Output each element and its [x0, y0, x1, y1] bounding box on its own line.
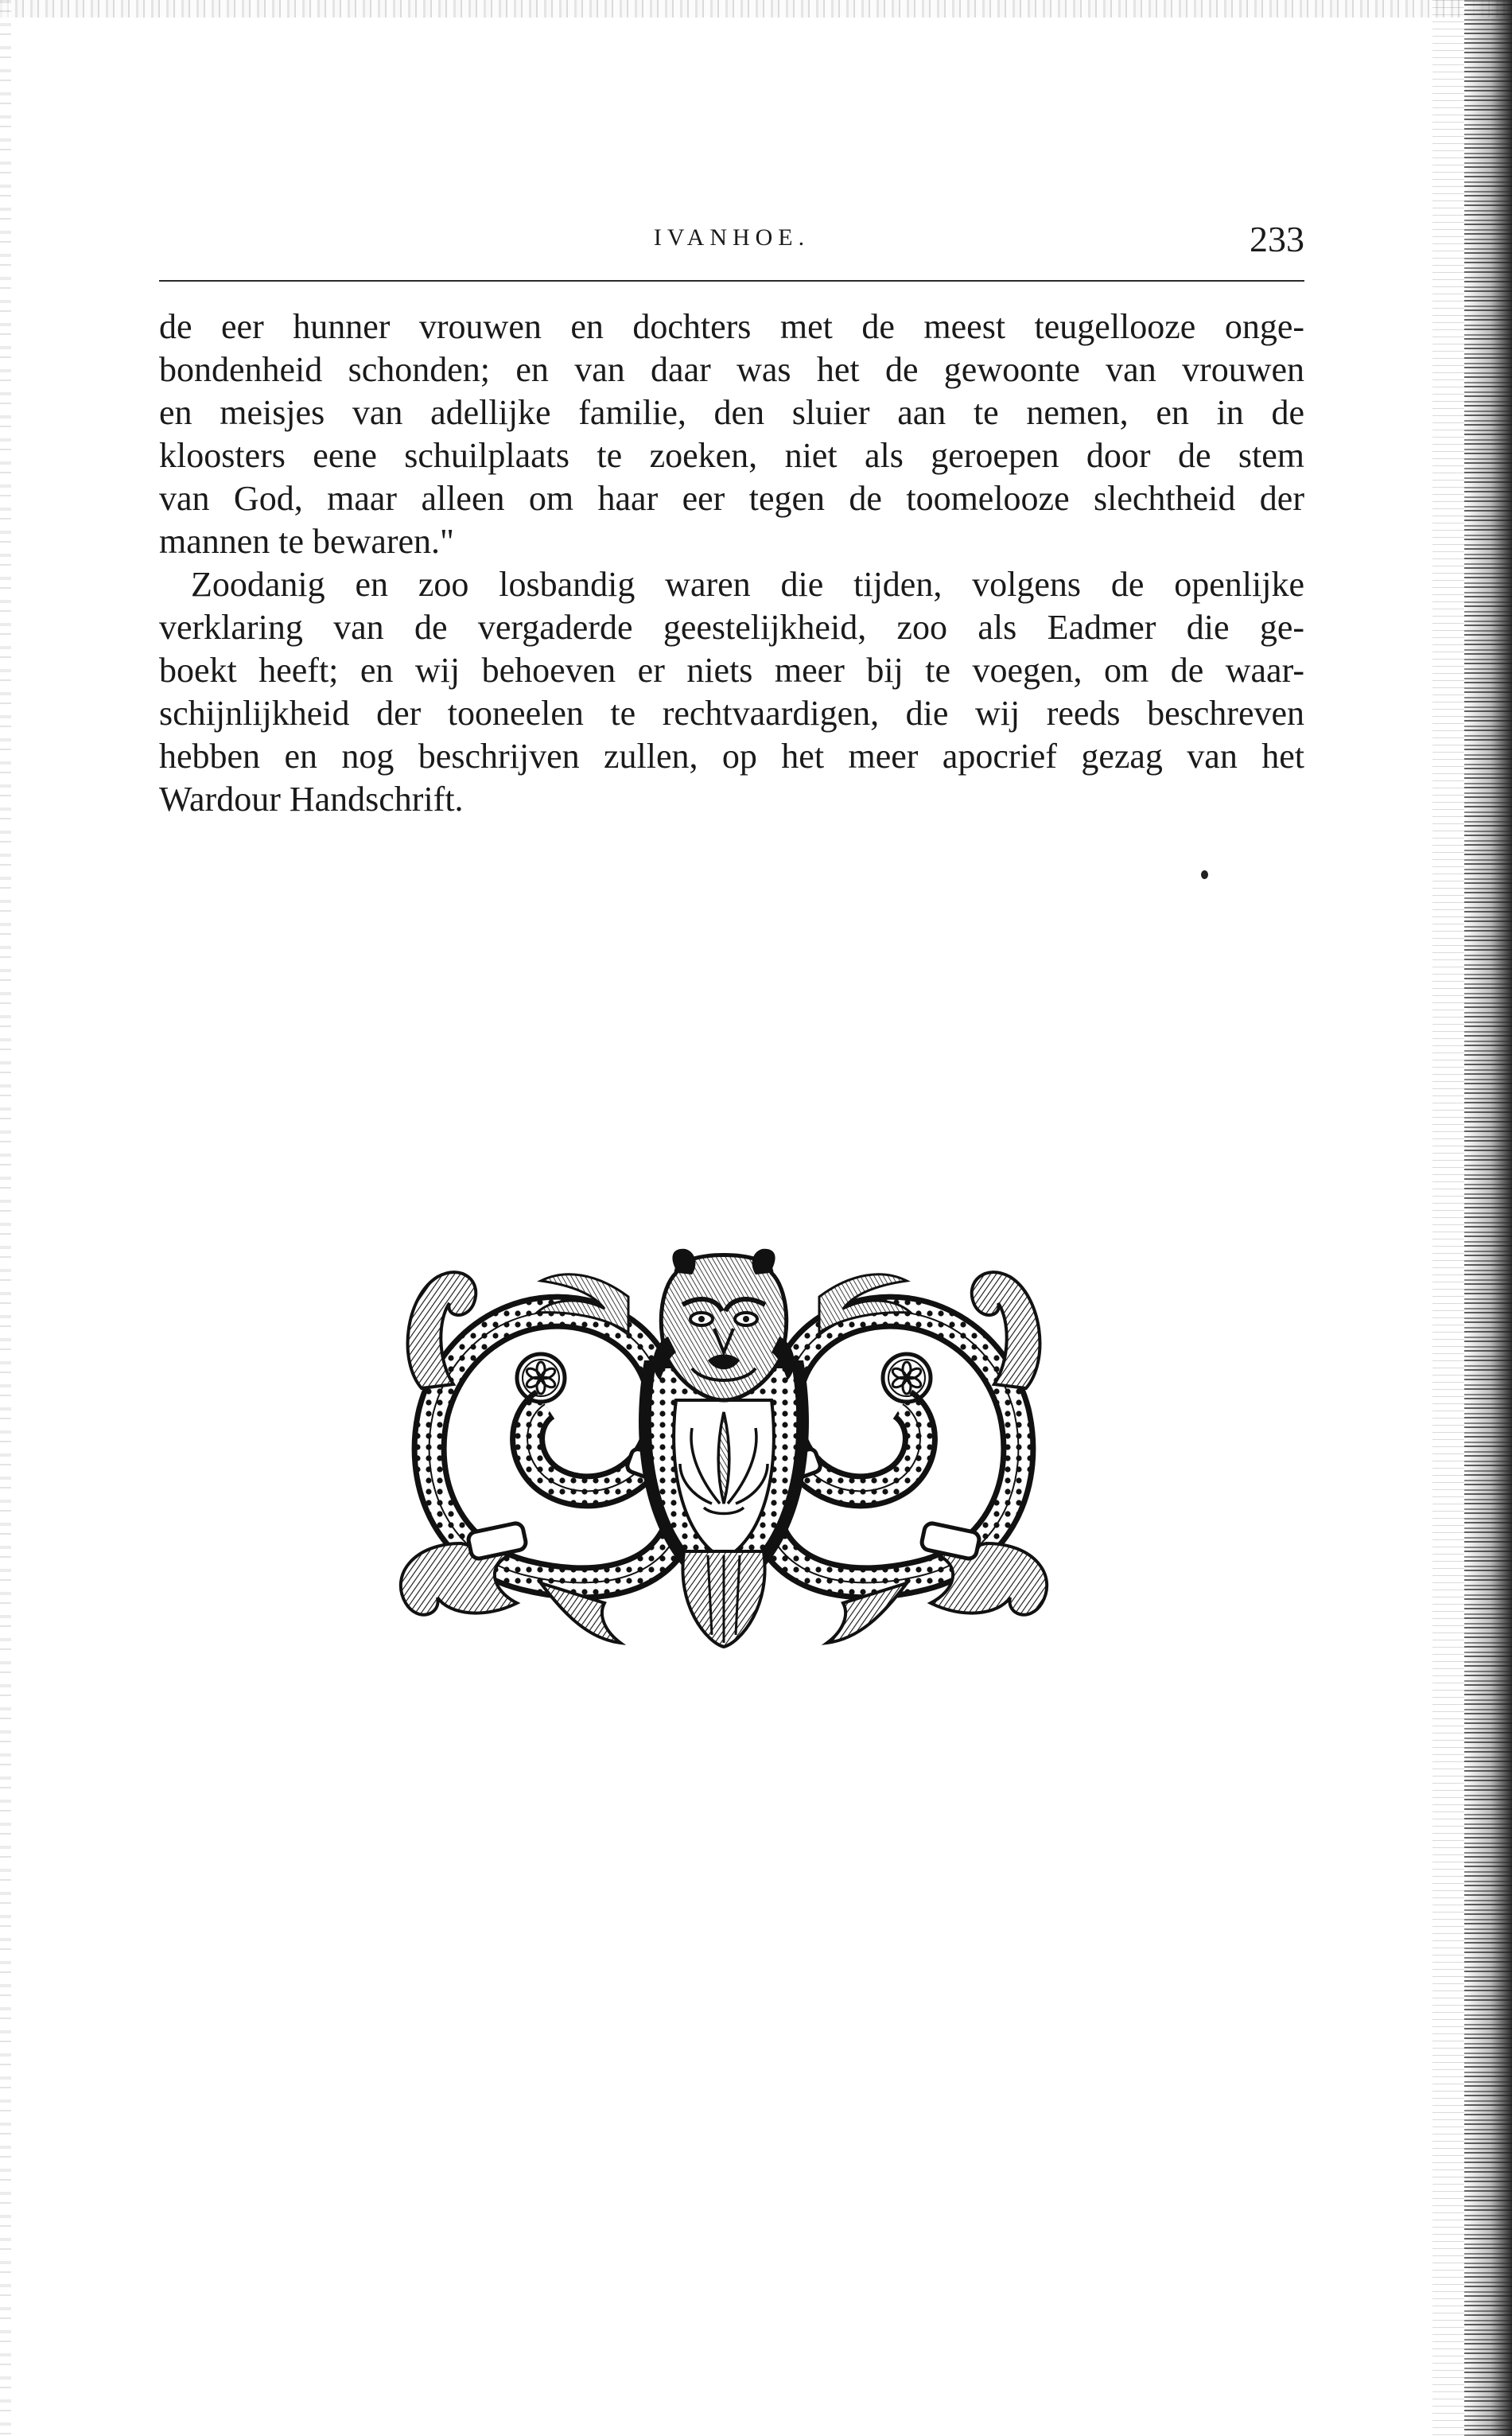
- text-line: hebben en nog beschrijven zullen, op het meer apocrief gezag van het: [159, 737, 1304, 776]
- text-line: schijnlijkheid der tooneelen te rechtvaardigen, die wij reeds beschreven: [159, 694, 1304, 733]
- body-text: [159, 305, 1304, 821]
- text-line: de eer hunner vrouwen en dochters met de meest teugellooze onge-: [159, 307, 1304, 346]
- running-head: [159, 219, 1304, 272]
- lion-mask-scroll-ornament-icon: [390, 1241, 1058, 1655]
- scan-edge-top: [0, 0, 1512, 18]
- paragraph-2: [159, 563, 1304, 821]
- paragraph-1: [159, 305, 1304, 563]
- text-line: bondenheid schonden; en van daar was het de gewoonte van vrouwen: [159, 350, 1304, 389]
- ink-speck: [1201, 870, 1208, 879]
- page-number: 233: [1250, 219, 1304, 259]
- text-line: en meisjes van adellijke familie, den sluier aan te nemen, en in de: [159, 393, 1304, 432]
- text-line: Wardour Handschrift.: [159, 780, 464, 819]
- text-line: kloosters eene schuilplaats te zoeken, niet als geroepen door de stem: [159, 436, 1304, 475]
- text-line: boekt heeft; en wij behoeven er niets meer bij te voegen, om de waar-: [159, 651, 1304, 690]
- text-line: mannen te bewaren.": [159, 522, 455, 561]
- scan-edge-right-shadow: [1432, 0, 1464, 2436]
- text-line: Zoodanig en zoo losbandig waren die tijden, volgens de openlijke: [191, 565, 1304, 604]
- text-line: verklaring van de vergaderde geestelijkheid, zoo als Eadmer die ge-: [159, 608, 1304, 647]
- scan-edge-left: [0, 0, 11, 2436]
- text-line: van God, maar alleen om haar eer tegen de toomelooze slechtheid der: [159, 479, 1304, 518]
- running-title: IVANHOE.: [653, 224, 810, 251]
- scan-edge-right: [1464, 0, 1512, 2436]
- header-rule: [159, 280, 1304, 282]
